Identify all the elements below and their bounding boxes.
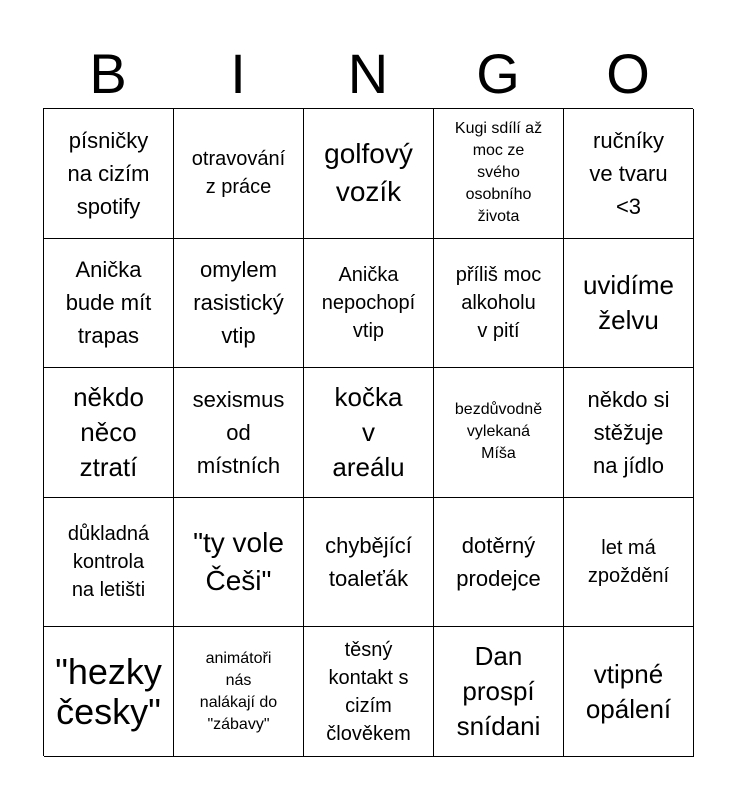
cell-text: příliš moc alkoholu v pití xyxy=(455,263,542,342)
bingo-cell-r2-c3[interactable] xyxy=(434,368,564,498)
cell-text: Anička nepochopí vtip xyxy=(321,263,416,342)
cell-text: důkladná kontrola na letišti xyxy=(67,523,150,602)
cell-text: chybějící toaleťák xyxy=(325,533,412,592)
bingo-cell-r4-c1[interactable] xyxy=(174,627,304,757)
header-letter-n: N xyxy=(347,42,389,105)
bingo-cell-r1-c3[interactable] xyxy=(434,239,564,369)
bingo-cell-r4-c3[interactable] xyxy=(434,627,564,757)
cell-text: dotěrný prodejce xyxy=(456,533,541,592)
cell-text: animátoři nás nalákají do "zábavy" xyxy=(199,649,278,733)
bingo-cell-r3-c4[interactable] xyxy=(564,498,694,628)
bingo-cell-r2-c0[interactable] xyxy=(44,368,174,498)
header-letter-o: O xyxy=(606,42,650,105)
bingo-cell-r4-c4[interactable] xyxy=(564,627,694,757)
bingo-cell-r3-c2[interactable] xyxy=(304,498,434,628)
bingo-cell-r0-c3[interactable] xyxy=(434,109,564,239)
header-letter-i: I xyxy=(230,42,246,105)
cell-text: někdo něco ztratí xyxy=(73,381,144,482)
bingo-cell-r0-c4[interactable] xyxy=(564,109,694,239)
cell-text: otravování z práce xyxy=(191,148,286,199)
cell-text: kočka v areálu xyxy=(332,381,405,482)
header-letter-g: G xyxy=(476,42,520,105)
cell-text: golfový vozík xyxy=(324,138,413,208)
cell-text: písničky na cizím spotify xyxy=(67,127,150,219)
cell-text: Kugi sdílí až moc ze svého osobního života xyxy=(454,120,543,226)
bingo-cell-r2-c1[interactable] xyxy=(174,368,304,498)
bingo-cell-r3-c1[interactable] xyxy=(174,498,304,628)
cell-text: někdo si stěžuje na jídlo xyxy=(587,386,670,478)
cell-text: "hezky česky" xyxy=(55,650,162,732)
cell-text: Dan prospí snídani xyxy=(456,641,541,742)
cell-text: sexismus od místních xyxy=(192,386,285,478)
bingo-cell-r0-c2[interactable] xyxy=(304,109,434,239)
cell-text: "ty vole Češi" xyxy=(193,527,284,597)
cell-text: vtipné opálení xyxy=(585,658,672,724)
bingo-cell-r0-c1[interactable] xyxy=(174,109,304,239)
header-letter-b: B xyxy=(89,42,127,105)
bingo-cell-r1-c1[interactable] xyxy=(174,239,304,369)
bingo-cell-r2-c2[interactable] xyxy=(304,368,434,498)
bingo-cell-r4-c2[interactable] xyxy=(304,627,434,757)
bingo-cell-r2-c4[interactable] xyxy=(564,368,694,498)
bingo-cell-r4-c0[interactable] xyxy=(44,627,174,757)
bingo-cell-r0-c0[interactable] xyxy=(44,109,174,239)
bingo-cell-r3-c0[interactable] xyxy=(44,498,174,628)
bingo-cell-r1-c2[interactable] xyxy=(304,239,434,369)
cell-text: ručníky ve tvaru <3 xyxy=(589,127,668,219)
cell-text: bezdůvodně vylekaná Míša xyxy=(454,401,543,463)
bingo-header xyxy=(43,40,693,108)
bingo-cell-r1-c4[interactable] xyxy=(564,239,694,369)
cell-text: let má zpoždění xyxy=(587,537,670,588)
bingo-cell-r3-c3[interactable] xyxy=(434,498,564,628)
cell-text: Anička bude mít trapas xyxy=(65,257,152,349)
cell-text: omylem rasistický vtip xyxy=(193,257,284,349)
bingo-cell-r1-c0[interactable] xyxy=(44,239,174,369)
cell-text: těsný kontakt s cizím člověkem xyxy=(326,638,411,745)
bingo-grid xyxy=(43,108,693,756)
cell-text: uvidíme želvu xyxy=(582,269,675,335)
